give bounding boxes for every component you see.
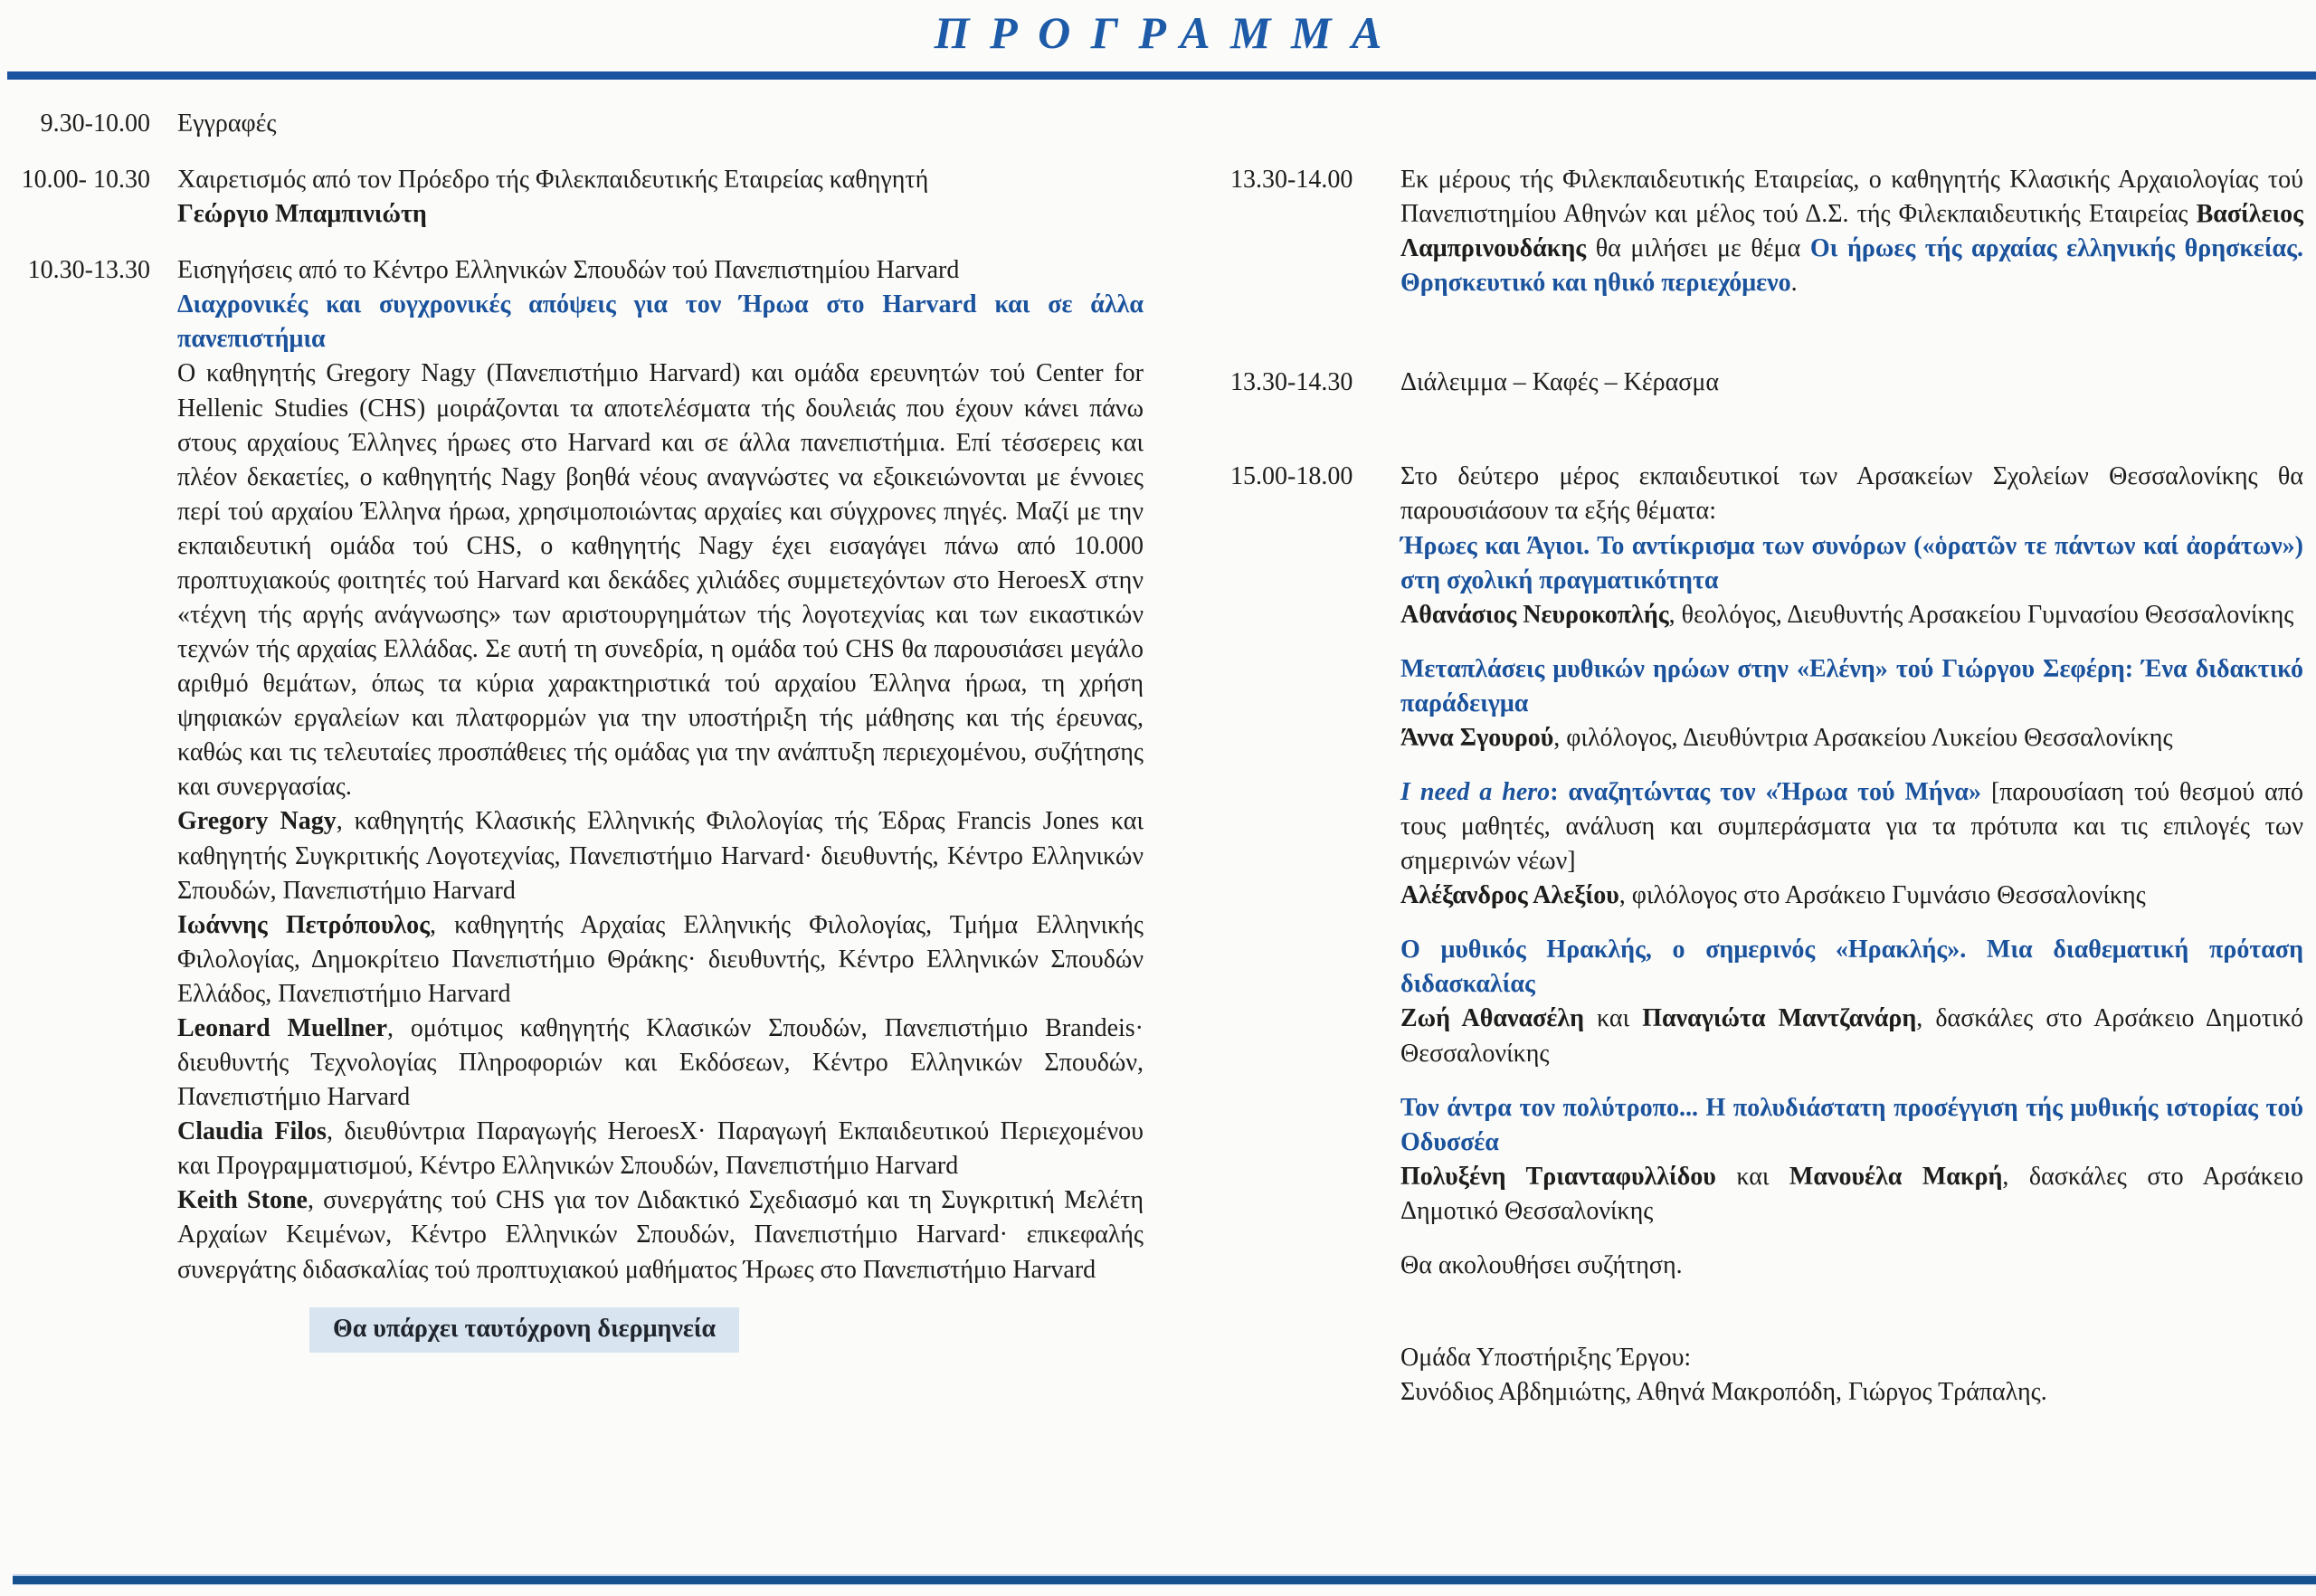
time-range: 9.30-10.00 xyxy=(40,109,150,138)
interpretation-note: Θα υπάρχει ταυτόχρονη διερμηνεία xyxy=(309,1307,739,1353)
schedule-row-registration xyxy=(14,107,1144,141)
right-column xyxy=(1230,107,2303,1431)
speaker-entry: Ζωή Αθανασέλη και Παναγιώτα Μαντζανάρη, δασκάλες στο Αρσάκειο Δημοτικό Θεσσαλονίκης xyxy=(1400,1004,2303,1068)
schedule-row-greeting xyxy=(14,163,1144,232)
speaker-entry: Πολυξένη Τριανταφυλλίδου και Μανουέλα Μακρή, δασκάλες στο Αρσάκειο Δημοτικό Θεσσαλονίκης xyxy=(1400,1162,2303,1225)
page-header xyxy=(0,0,2316,80)
row-text: Εκ μέρους τής Φιλεκπαιδευτικής Εταιρείας, ο καθηγητής Κλασικής Αρχαιολογίας τού Πανεπιστημίου Αθηνών και μέλος τού Δ.Σ. τής Φιλεκπαιδευτικής Εταιρείας Βασίλειος Λαμπρινουδάκης θα μιλήσει με θέμα Οι ήρωες τής αρχαίας ελληνικής θρησκείας. Θρησκευτικό και ηθικό περιεχόμενο. xyxy=(1400,166,2303,298)
abstract-paragraph: Ο καθηγητής Gregory Nagy (Πανεπιστήμιο Harvard) και ομάδα ερευνητών τού Center for Hellenic Studies (CHS) μοιράζονται τα αποτελέσματα τής δουλειάς που έχουν κάνει πάνω στους αρχαίους Έλληνες ήρωες στο Harvard και σε άλλα πανεπιστήμια. Επί τέσσερεις και πλέον δεκαετίες, ο καθηγητής Nagy βοηθά νέους αναγνώστες να εξοικειώνονται με έννοιες περί τού αρχαίου Έλληνα ήρωα, χρησιμοποιώντας αρχαίες και σύγχρονες πηγές. Μαζί με την εκπαιδευτική ομάδα τού CHS, ο καθηγητής Nagy έχει εισαγάγει πάνω από 10.000 προπτυχιακούς φοιτητές τού Harvard και δεκάδες χιλιάδες συμμετεχόντων στο HeroesX στην «τέχνη τής αργής ανάγνωσης» των αριστουργημάτων τής λογοτεχνίας και των εικαστικών τεχνών τής αρχαίας Ελλάδας. Σε αυτή τη συνεδρία, η ομάδα τού CHS θα παρουσιάσει μεγάλο αριθμό θεμάτων, όπως τα κύρια χαρακτηριστικά τού αρχαίου Έλληνα ήρωα, τη χρήση ψηφιακών εργαλείων και πλατφορμών για την υποστήριξη τής μάθησης και τής έρευνας, καθώς και τις τελευταίες προσπάθειες τής ομάδας για την ανάπτυξη περιεχομένου, συζήτησης και συνεργασίας. xyxy=(177,359,1144,802)
footer-rule xyxy=(13,1574,2316,1585)
session-lead: Εισηγήσεις από το Κέντρο Ελληνικών Σπουδών τού Πανεπιστημίου Harvard xyxy=(177,256,960,285)
schedule-row-arsakeia xyxy=(1230,460,2303,1410)
left-column xyxy=(14,107,1144,1431)
speaker-entry: Άννα Σγουρού, φιλόλογος, Διευθύντρια Αρσακείου Λυκείου Θεσσαλονίκης xyxy=(1400,723,2173,752)
session-title: Διαχρονικές και συγχρονικές απόψεις για τον Ήρωα στο Harvard και σε άλλα πανεπιστήμια xyxy=(177,290,1144,354)
session-title: Ο μυθικός Ηρακλής, ο σημερινός «Ηρακλής». Μια διαθεματική πρόταση διδασκαλίας xyxy=(1400,936,2303,999)
schedule-columns xyxy=(0,80,2316,1431)
session-title: Ήρωες και Άγιοι. Το αντίκρισμα των συνόρων («ὁρατῶν τε πάντων καί ἀοράτων») στη σχολική πραγματικότητα xyxy=(1400,531,2303,594)
schedule-row-break xyxy=(1230,366,2303,400)
time-range: 13.30-14.30 xyxy=(1230,368,1353,397)
speaker-entry: Αθανάσιος Νευροκοπλής, θεολόγος, Διευθυντής Αρσακείου Γυμνασίου Θεσσαλονίκης xyxy=(1400,600,2294,629)
session-block xyxy=(1400,652,2303,755)
row-content xyxy=(1400,460,2303,1410)
session-block xyxy=(1400,529,2303,632)
support-team-names: Συνόδιος Αβδημιώτης, Αθηνά Μακροπόδη, Γιώργος Τράπαλης. xyxy=(1400,1378,2047,1407)
row-content xyxy=(1400,366,2303,400)
session-intro: Στο δεύτερο μέρος εκπαιδευτικοί των Αρσακείων Σχολείων Θεσσαλονίκης θα παρουσιάσουν τα εξής θέματα: xyxy=(1400,462,2303,526)
session-block xyxy=(1400,933,2303,1070)
session-title: Μεταπλάσεις μυθικών ηρώων στην «Ελένη» τού Γιώργου Σεφέρη: Ένα διδακτικό παράδειγμα xyxy=(1400,654,2303,717)
schedule-row-lamprinoudakis xyxy=(1230,163,2303,300)
support-team-label: Ομάδα Υποστήριξης Έργου: xyxy=(1400,1344,1692,1373)
session-title: I need a hero: αναζητώντας τον «Ήρωα τού Μήνα» [παρουσίαση τού θεσμού από τους μαθητές, ανάλυση και συμπεράσματα για τα πρότυπα και τις επιλογές των σημερινών νέων] xyxy=(1400,778,2303,876)
speaker-entry: Claudia Filos, διευθύντρια Παραγωγής HeroesX· Παραγωγή Εκπαιδευτικού Περιεχομένου και Προγραμματισμού, Κέντρο Ελληνικών Σπουδών, Πανεπιστήμιο Harvard xyxy=(177,1117,1144,1181)
support-team xyxy=(1400,1341,2303,1410)
speaker-entry: Gregory Nagy, καθηγητής Κλασικής Ελληνικής Φιλολογίας τής Έδρας Francis Jones και καθηγητής Συγκριτικής Λογοτεχνίας, Πανεπιστήμιο Harvard· διευθυντής, Κέντρο Ελληνικών Σπουδών, Πανεπιστήμιο Harvard xyxy=(177,807,1144,905)
speaker-entry: Ιωάννης Πετρόπουλος, καθηγητής Αρχαίας Ελληνικής Φιλολογίας, Τμήμα Ελληνικής Φιλολογίας, Δημοκρίτειο Πανεπιστήμιο Θράκης· διευθυντής, Κέντρο Ελληνικών Σπουδών Ελλάδος, Πανεπιστήμιο Harvard xyxy=(177,910,1144,1008)
row-content xyxy=(177,163,1144,232)
row-text: Διάλειμμα – Καφές – Κέρασμα xyxy=(1400,368,1720,397)
row-content xyxy=(177,107,1144,141)
row-content xyxy=(1400,163,2303,300)
row-text: Εγγραφές xyxy=(177,109,277,138)
speaker-entry: Keith Stone, συνεργάτης τού CHS για τον Διδακτικό Σχεδιασμό και τη Συγκριτική Μελέτη Αρχαίων Κειμένων, Κέντρο Ελληνικών Σπουδών, Πανεπιστήμιο Harvard· επικεφαλής συνεργάτης διδασκαλίας τού προπτυχιακού μαθήματος Ήρωες στο Πανεπιστήμιο Harvard xyxy=(177,1186,1144,1284)
session-block xyxy=(1400,1091,2303,1229)
row-content xyxy=(177,253,1144,1352)
session-block xyxy=(1400,775,2303,913)
time-range: 10.30-13.30 xyxy=(27,256,150,285)
time-range: 13.30-14.00 xyxy=(1230,166,1353,194)
header-rule xyxy=(7,71,2316,80)
speaker-entry: Leonard Muellner, ομότιμος καθηγητής Κλασικών Σπουδών, Πανεπιστήμιο Brandeis· διευθυντής Τεχνολογίας Πληροφοριών και Εκδόσεων, Κέντρο Ελληνικών Σπουδών, Πανεπιστήμιο Harvard xyxy=(177,1013,1144,1112)
schedule-row-harvard-session xyxy=(14,253,1144,1352)
session-title: Τον άντρα τον πολύτροπο... Η πολυδιάστατη προσέγγιση τής μυθικής ιστορίας τού Οδυσσέα xyxy=(1400,1093,2303,1156)
speaker-entry: Αλέξανδρος Αλεξίου, φιλόλογος στο Αρσάκειο Γυμνάσιο Θεσσαλονίκης xyxy=(1400,881,2146,910)
row-text: Χαιρετισμός από τον Πρόεδρο τής Φιλεκπαιδευτικής Εταιρείας καθηγητή Γεώργιο Μπαμπινιώτη xyxy=(177,166,929,229)
time-range: 15.00-18.00 xyxy=(1230,462,1353,491)
page-title: ΠΡΟΓΡΑΜΜΑ xyxy=(934,7,1402,58)
closing-note: Θα ακολουθήσει συζήτηση. xyxy=(1400,1250,1683,1279)
time-range: 10.00- 10.30 xyxy=(21,166,150,195)
